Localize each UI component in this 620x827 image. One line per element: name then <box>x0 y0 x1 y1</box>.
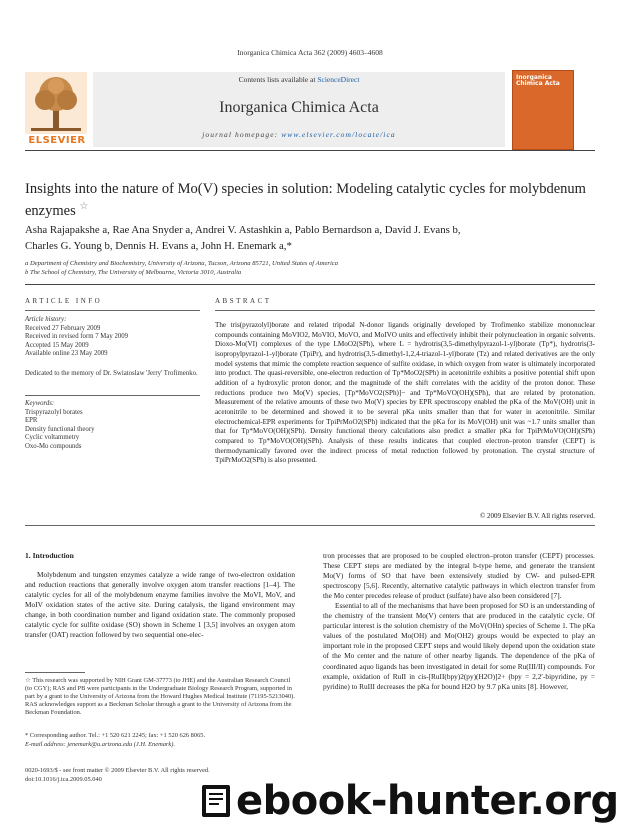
keyword-item: Cyclic voltammetry <box>25 434 80 442</box>
abstract-text: The tris(pyrazolyl)borate and related tripodal N-donor ligands originally developed by Trofimenko stabilize mononuclear compounds containing MoVIO2, MoVIO, MoVO, and MoIVO units and effectively inhibit their polynucleation in organic solvents. Dioxo-Mo(VI) complexes of the type LMoO2(SPh), where L = hydrotris(3,5-dimethylpyrazol-1-yl)borate (Tp*), hydrotris(3-isopropylpyrazol-1-yl)borate (TpiPr), and hydrotris(3,5-dimethyl-1,2,4-triazol-1-yl)borate (Tz) and related derivatives are the only model systems that mimic the complete reaction sequence of sulfite oxidase, in which oxygen from water is ultimately incorporated into product. The quasi-reversible, one-electron reduction of Tp*MoO2(SPh) in acetonitrile exhibits a positive potential shift upon addition of a hydroxylic proton donor, and the magnitude of the shift correlates with the acidity of the proton donor. These reductions produce two Mo(V) species, [Tp*MoVO2(SPh)]− and Tp*MoVO(OH)(SPh), that are related by protonation. Measurement of the relative amounts of these two Mo(V) species by EPR spectroscopy enabled the pKa of the MoV(OH) unit in acetonitrile to be determined and showed it to be several pKa units smaller than that for water in acetonitrile. Similar electrochemical-EPR experiments for TpiPrMoO2(SPh) indicated that the pKa for its MoV(OH) unit was ~1.7 units smaller than that for Tp*MoVO(OH)(SPh). Density functional theory calculations also predict a smaller pKa for TpiPrMoVO(OH)(SPh) compared to Tp*MoVO(OH)(SPh). Analysis of these results indicates that coupled electron–proton transfer (CEPT) is thermodynamically favored over the indirect process of metal reduction followed by protonation. The crystal structure of TpiPrMoO2(SPh) is also presented. <box>215 321 595 465</box>
contents-prefix: Contents lists available at <box>238 75 318 84</box>
article-title <box>25 180 595 220</box>
abstract-heading: ABSTRACT <box>215 297 272 305</box>
history-label: Article history: <box>25 316 67 323</box>
cover-title: Inorganica Chimica Acta <box>516 74 560 87</box>
book-icon <box>200 781 234 821</box>
authors-line-2: Charles G. Young b, Dennis H. Evans a, John H. Enemark a,* <box>25 240 292 252</box>
affiliation-a: a Department of Chemistry and Biochemistry, University of Arizona, Tucson, Arizona 85721, United States of America <box>25 260 339 267</box>
article-title-text: Insights into the nature of Mo(V) species in solution: Modeling catalytic cycles for molybdenum enzymes <box>25 181 586 219</box>
author-list <box>25 222 595 254</box>
homepage-link[interactable]: www.elsevier.com/locate/ica <box>281 130 396 139</box>
footnote-email[interactable]: E-mail address: jenemark@u.arizona.edu (J.H. Enemark). <box>25 741 175 748</box>
article-info-heading: ARTICLE INFO <box>25 297 103 305</box>
history-received: Received 27 February 2009 <box>25 324 101 332</box>
intro-right-column <box>323 551 595 692</box>
header-rule <box>25 150 595 151</box>
title-footnote-star-icon[interactable]: ☆ <box>79 201 89 212</box>
dedication: Dedicated to the memory of Dr. Swiatoslaw 'Jerry' Trofimenko. <box>25 370 198 377</box>
copyright-notice: © 2009 Elsevier B.V. All rights reserved. <box>479 512 595 520</box>
section-heading-introduction: 1. Introduction <box>25 551 74 560</box>
journal-name: Inorganica Chimica Acta <box>219 99 379 116</box>
keyword-item: Density functional theory <box>25 425 95 433</box>
watermark-text: ebook-hunter.org <box>236 778 619 824</box>
history-accepted: Accepted 15 May 2009 <box>25 341 89 349</box>
journal-homepage <box>93 130 505 139</box>
keywords-rule <box>25 395 200 396</box>
article-info-rule <box>25 310 200 311</box>
intro-left-column: Molybdenum and tungsten enzymes catalyze a wide range of two-electron oxidation and reduction reactions that generally involve oxygen atom transfer reactions [1–4]. The catalytic cycles for all of the molybdenum enzyme families involve the MoVI, MoV, and MoIV oxidation states of the active site. During catalysis, the ligand environment may change, in both coordination number and ligand oxidation state. The commonly proposed catalytic cycle for sulfite oxidase (SO) shown in Scheme 1 [3,5] involves an oxygen atom transfer (OAT) reaction followed by two sequential one-elec- <box>25 570 295 640</box>
journal-citation: Inorganica Chimica Acta 362 (2009) 4603–4608 <box>237 48 383 57</box>
intro-right-paragraph-2: Essential to all of the mechanisms that have been proposed for SO is an understanding of the chemistry of the transient Mo(V) centers that are produced in the catalytic cycle. Of particular interest is the solution chemistry of the MoV(OHn) species of Scheme 1. The pKa values of the postulated Mo(OH) and Mo(OH2) groups would be expected to play an important role in the proposed CEPT steps and would likely depend upon the oxidation state of the Mo center and the nature of other nearby ligands. The dependence of the pKa of coordinated aquo ligands has been investigated in detail for some Ru(III/II) compounds. For example, oxidation of RuII in cis-[RuII(bpy)2(py)(H2O)]2+ (bpy = 2,2′-bipyridine, py = pyridine) to RuIII decreases the pKa for bound H2O by 9.7 pKa units [8]. However, <box>323 601 595 691</box>
keywords-label: Keywords: <box>25 400 55 407</box>
doi-line[interactable]: doi:10.1016/j.ica.2009.05.040 <box>25 776 102 783</box>
authors-line-1: Asha Rajapakshe a, Rae Ana Snyder a, Andrei V. Astashkin a, Pablo Bernardson a, David J. Evans b, <box>25 224 461 236</box>
affiliation-b: b The School of Chemistry, The University of Melbourne, Victoria 3010, Australia <box>25 269 242 276</box>
contents-line <box>93 75 505 84</box>
footnote-rule <box>25 672 85 673</box>
article-history <box>25 316 205 359</box>
keyword-item: Trispyrazolyl borates <box>25 408 83 416</box>
sciencedirect-link[interactable]: ScienceDirect <box>317 75 360 84</box>
keyword-item: EPR <box>25 417 38 425</box>
history-revised: Received in revised form 7 May 2009 <box>25 333 129 341</box>
history-online: Available online 23 May 2009 <box>25 350 108 358</box>
journal-cover-thumbnail <box>512 70 574 150</box>
publisher-name: ELSEVIER <box>28 135 86 146</box>
footnote-corresponding-author: * Corresponding author. Tel.: +1 520 621 2245; fax: +1 520 626 8065. <box>25 732 206 739</box>
abstract-bottom-rule <box>25 525 595 526</box>
keyword-item: Oxo-Mo compounds <box>25 442 82 450</box>
keywords <box>25 400 205 452</box>
abstract-rule <box>215 310 595 311</box>
footnote-funding: ☆ This research was supported by NIH Grant GM-37773 (to JHE) and the Australian Research Council (to CGY); RAS and PB were participants in the Undergraduate Biology Research Program, supported in part by a grant to the University of Arizona from the Howard Hughes Medical Institute (71195-5213040). RAS acknowledges support as a Beckman Scholar through a grant to the University of Arizona from the Beckman Foundation. <box>25 677 295 717</box>
homepage-prefix: journal homepage: <box>202 130 282 139</box>
issn-line: 0020-1693/$ - see front matter © 2009 Elsevier B.V. All rights reserved. <box>25 767 210 774</box>
intro-right-paragraph-1: tron processes that are proposed to be coupled electron–proton transfer (CEPT) processes. These CEPT steps are mediated by the integral b-type heme, and generate the transient Mo(V) forms of SO that have been extensively studied by CW- and pulsed-EPR spectroscopy [5,6]. Recently, alternative catalytic pathways in which electron transfer from the Mo center precedes release of product (sulfate) have also been considered [7]. <box>323 551 595 601</box>
affiliation-rule <box>25 284 595 285</box>
